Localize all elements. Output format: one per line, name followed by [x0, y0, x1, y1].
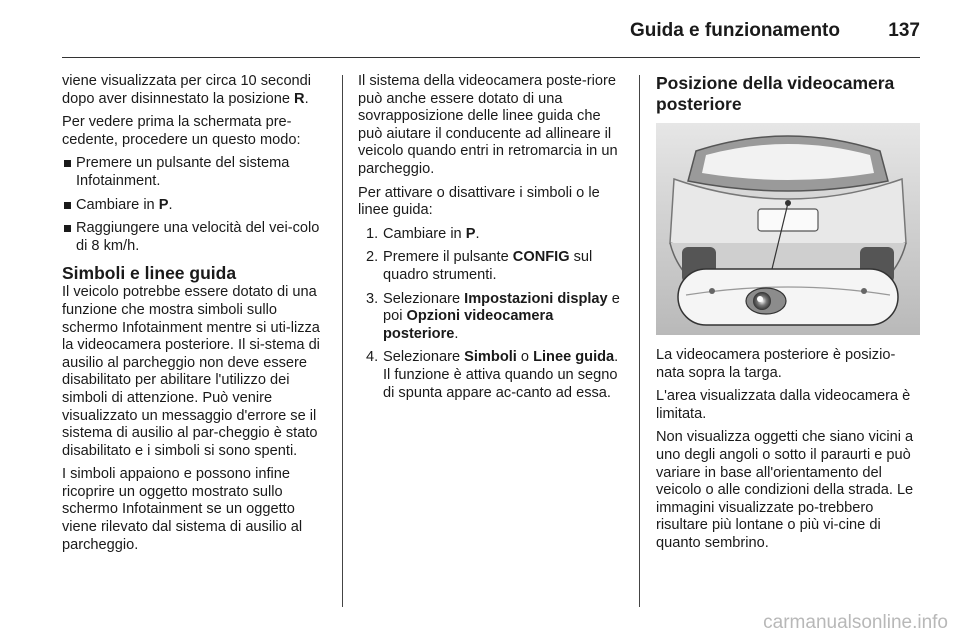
numbered-step: 4. Selezionare Simboli o Linee guida. Il funzione è attiva quando un segno di spunta appare ac-canto ad essa.: [366, 349, 619, 401]
rear-camera-photo: [656, 123, 920, 335]
bullet-square-icon: [64, 225, 71, 232]
header-divider: [62, 57, 920, 58]
numbered-step: 3. Selezionare Impostazioni display e poi Opzioni videocamera posteriore.: [366, 290, 620, 342]
paragraph: Il veicolo potrebbe essere dotato di una funzione che mostra simboli sullo schermo Infotainment mentre si uti-lizza la videocamera posteriore. Il si-stema di ausilio al parcheggio non deve essere disabilitato per abilitare l'utilizzo dei simboli di attenzione. Può venire visualizzato un messaggio d'errore se il sistema di ausilio al par-cheggio è stato disabilitato e i simboli si sono spenti.: [62, 284, 320, 459]
section-heading: Posizione della videocamera posteriore: [656, 73, 895, 114]
numbered-step: 1. Cambiare in P.: [366, 225, 480, 242]
paragraph: Per vedere prima la schermata pre-cedente, procedere un questo modo:: [62, 114, 301, 148]
paragraph: L'area visualizzata dalla videocamera è limitata.: [656, 388, 911, 422]
paragraph: viene visualizzata per circa 10 secondi dopo aver disinnestato la posizione R.: [62, 73, 312, 107]
bullet-square-icon: [64, 160, 71, 167]
watermark: carmanualsonline.info: [763, 612, 948, 633]
column-right: [656, 73, 920, 559]
paragraph: I simboli appaiono e possono infine ricoprire un oggetto mostrato sullo schermo Infotainment se un oggetto viene rilevato dal sistema di ausilio al parcheggio.: [62, 466, 303, 553]
column-divider-2: [639, 75, 640, 607]
bullet-item: Raggiungere una velocità del vei-colo di 8 km/h.: [62, 220, 326, 255]
bullet-item: Cambiare in P.: [62, 197, 326, 215]
paragraph: Non visualizza oggetti che siano vicini a uno degli angoli o sotto il paraurti e può variare in base all'orientamento del veicolo o alle condizioni della strada. Le immagini visualizzate po-trebbero risultare più lontane o più vi-cine di quanto sembrino.: [656, 429, 914, 551]
page-header-title: Guida e funzionamento: [629, 20, 840, 41]
page-number: 137: [888, 20, 920, 41]
numbered-step: 2. Premere il pulsante CONFIG sul quadro strumenti.: [366, 249, 593, 283]
column-middle: [358, 73, 624, 408]
bullet-item: Premere un pulsante del sistema Infotainment.: [62, 155, 326, 190]
section-heading: Simboli e linee guida: [62, 263, 237, 284]
column-divider-1: [342, 75, 343, 607]
paragraph: La videocamera posteriore è posizio-nata sopra la targa.: [656, 347, 896, 381]
paragraph: Per attivare o disattivare i simboli o le linee guida:: [358, 184, 600, 219]
paragraph: Il sistema della videocamera poste-riore può anche essere dotato di una sovrapposizione delle linee guida che può aiutare il conducente ad allineare il veicolo quando entri in retromarcia in un parcheggio.: [358, 73, 618, 177]
bullet-square-icon: [64, 202, 71, 209]
column-left: [62, 73, 326, 560]
